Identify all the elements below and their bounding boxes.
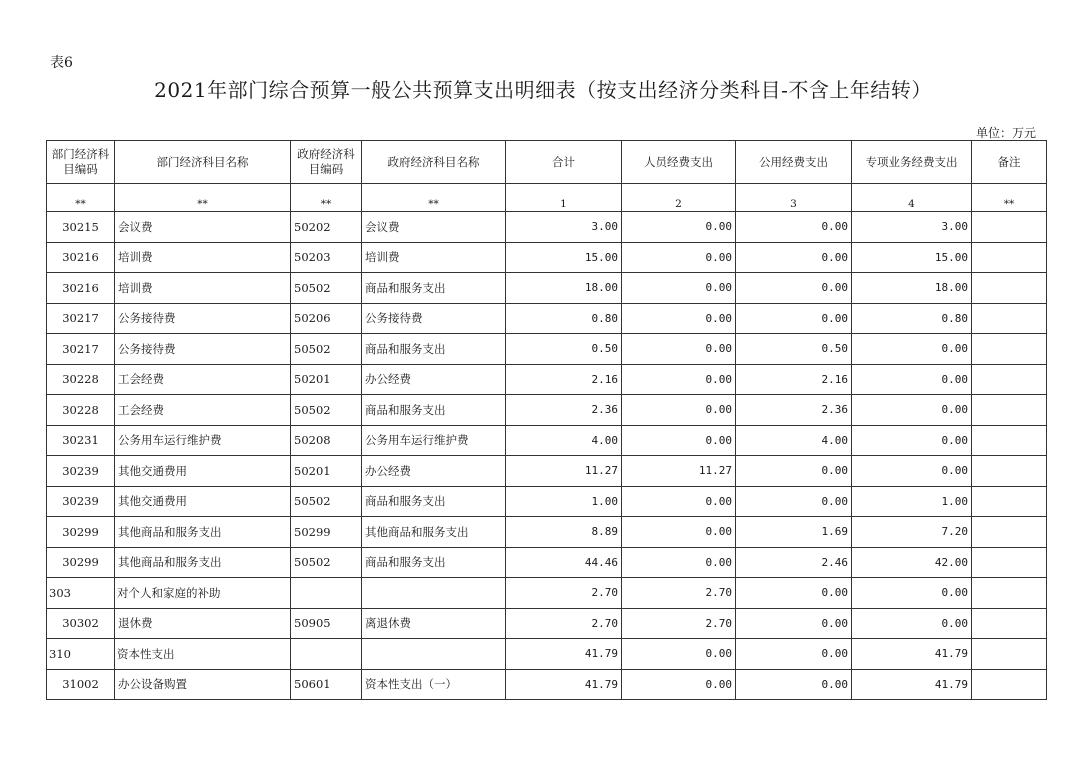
remark-cell xyxy=(972,456,1047,487)
table-row xyxy=(47,242,1047,273)
special-cell: 0.80 xyxy=(852,303,972,334)
dept-code-cell: 30217 xyxy=(47,303,115,334)
table-row xyxy=(47,608,1047,639)
header-public: 公用经费支出 xyxy=(736,141,852,184)
gov-code-cell: 50905 xyxy=(291,608,362,639)
total-cell: 2.70 xyxy=(506,578,622,609)
remark-cell xyxy=(972,425,1047,456)
marker-personnel: 2 xyxy=(622,184,736,212)
gov-name-cell: 会议费 xyxy=(362,212,506,243)
personnel-cell: 0.00 xyxy=(622,242,736,273)
dept-name-cell: 工会经费 xyxy=(115,395,291,426)
gov-name-cell: 公务用车运行维护费 xyxy=(362,425,506,456)
dept-code-cell: 30217 xyxy=(47,334,115,365)
gov-code-cell: 50502 xyxy=(291,395,362,426)
table-row xyxy=(47,334,1047,365)
gov-code-cell: 50299 xyxy=(291,517,362,548)
remark-cell xyxy=(972,303,1047,334)
gov-code-cell: 50502 xyxy=(291,334,362,365)
table-row xyxy=(47,669,1047,700)
personnel-cell: 0.00 xyxy=(622,639,736,670)
gov-name-cell: 离退休费 xyxy=(362,608,506,639)
marker-row xyxy=(47,184,1047,212)
public-cell: 0.00 xyxy=(736,456,852,487)
dept-name-cell: 对个人和家庭的补助 xyxy=(115,578,291,609)
gov-name-cell: 办公经费 xyxy=(362,456,506,487)
gov-name-cell: 商品和服务支出 xyxy=(362,273,506,304)
dept-name-cell: 其他商品和服务支出 xyxy=(115,517,291,548)
dept-code-cell: 30299 xyxy=(47,547,115,578)
header-personnel: 人员经费支出 xyxy=(622,141,736,184)
header-remark: 备注 xyxy=(972,141,1047,184)
dept-name-cell: 会议费 xyxy=(115,212,291,243)
gov-name-cell: 其他商品和服务支出 xyxy=(362,517,506,548)
public-cell: 0.00 xyxy=(736,669,852,700)
dept-code-cell: 310 xyxy=(47,639,115,670)
gov-name-cell: 商品和服务支出 xyxy=(362,547,506,578)
gov-code-cell: 50502 xyxy=(291,486,362,517)
page-label: 表6 xyxy=(50,55,73,71)
total-cell: 2.36 xyxy=(506,395,622,426)
marker-dept-code: ** xyxy=(47,184,115,212)
remark-cell xyxy=(972,486,1047,517)
public-cell: 0.50 xyxy=(736,334,852,365)
marker-remark: ** xyxy=(972,184,1047,212)
personnel-cell: 0.00 xyxy=(622,334,736,365)
total-cell: 15.00 xyxy=(506,242,622,273)
gov-code-cell: 50502 xyxy=(291,547,362,578)
remark-cell xyxy=(972,395,1047,426)
header-total: 合计 xyxy=(506,141,622,184)
gov-code-cell: 50601 xyxy=(291,669,362,700)
personnel-cell: 2.70 xyxy=(622,578,736,609)
total-cell: 1.00 xyxy=(506,486,622,517)
dept-name-cell: 工会经费 xyxy=(115,364,291,395)
gov-code-cell: 50202 xyxy=(291,212,362,243)
public-cell: 1.69 xyxy=(736,517,852,548)
dept-name-cell: 公务用车运行维护费 xyxy=(115,425,291,456)
gov-name-cell: 商品和服务支出 xyxy=(362,486,506,517)
total-cell: 11.27 xyxy=(506,456,622,487)
special-cell: 18.00 xyxy=(852,273,972,304)
gov-name-cell: 办公经费 xyxy=(362,364,506,395)
public-cell: 4.00 xyxy=(736,425,852,456)
public-cell: 0.00 xyxy=(736,639,852,670)
table-body xyxy=(47,212,1047,700)
gov-code-cell: 50201 xyxy=(291,364,362,395)
gov-code-cell: 50502 xyxy=(291,273,362,304)
public-cell: 0.00 xyxy=(736,303,852,334)
special-cell: 41.79 xyxy=(852,669,972,700)
special-cell: 0.00 xyxy=(852,395,972,426)
dept-code-cell: 30228 xyxy=(47,395,115,426)
personnel-cell: 0.00 xyxy=(622,517,736,548)
dept-name-cell: 公务接待费 xyxy=(115,303,291,334)
budget-table xyxy=(46,140,1047,700)
table-row xyxy=(47,303,1047,334)
special-cell: 0.00 xyxy=(852,578,972,609)
total-cell: 0.80 xyxy=(506,303,622,334)
special-cell: 3.00 xyxy=(852,212,972,243)
marker-total: 1 xyxy=(506,184,622,212)
public-cell: 0.00 xyxy=(736,273,852,304)
remark-cell xyxy=(972,669,1047,700)
gov-name-cell: 商品和服务支出 xyxy=(362,334,506,365)
header-special: 专项业务经费支出 xyxy=(852,141,972,184)
gov-name-cell xyxy=(362,639,506,670)
public-cell: 0.00 xyxy=(736,212,852,243)
special-cell: 1.00 xyxy=(852,486,972,517)
personnel-cell: 0.00 xyxy=(622,303,736,334)
table-row xyxy=(47,578,1047,609)
dept-code-cell: 303 xyxy=(47,578,115,609)
gov-name-cell: 商品和服务支出 xyxy=(362,395,506,426)
header-gov-name: 政府经济科目名称 xyxy=(362,141,506,184)
dept-name-cell: 办公设备购置 xyxy=(115,669,291,700)
marker-dept-name: ** xyxy=(115,184,291,212)
gov-code-cell: 50208 xyxy=(291,425,362,456)
table-row xyxy=(47,456,1047,487)
personnel-cell: 0.00 xyxy=(622,669,736,700)
special-cell: 42.00 xyxy=(852,547,972,578)
total-cell: 4.00 xyxy=(506,425,622,456)
gov-name-cell xyxy=(362,578,506,609)
dept-code-cell: 30239 xyxy=(47,456,115,487)
dept-code-cell: 30231 xyxy=(47,425,115,456)
dept-name-cell: 公务接待费 xyxy=(115,334,291,365)
marker-gov-code: ** xyxy=(291,184,362,212)
remark-cell xyxy=(972,547,1047,578)
total-cell: 8.89 xyxy=(506,517,622,548)
remark-cell xyxy=(972,212,1047,243)
table-row xyxy=(47,364,1047,395)
total-cell: 41.79 xyxy=(506,639,622,670)
personnel-cell: 0.00 xyxy=(622,486,736,517)
special-cell: 15.00 xyxy=(852,242,972,273)
header-row xyxy=(47,141,1047,184)
dept-code-cell: 30216 xyxy=(47,242,115,273)
gov-code-cell xyxy=(291,639,362,670)
header-gov-code: 政府经济科目编码 xyxy=(291,141,362,184)
gov-code-cell xyxy=(291,578,362,609)
dept-name-cell: 其他交通费用 xyxy=(115,456,291,487)
table-row xyxy=(47,273,1047,304)
gov-name-cell: 资本性支出（一） xyxy=(362,669,506,700)
dept-code-cell: 30216 xyxy=(47,273,115,304)
table-row xyxy=(47,212,1047,243)
personnel-cell: 0.00 xyxy=(622,547,736,578)
dept-code-cell: 30215 xyxy=(47,212,115,243)
dept-name-cell: 其他商品和服务支出 xyxy=(115,547,291,578)
special-cell: 0.00 xyxy=(852,425,972,456)
remark-cell xyxy=(972,273,1047,304)
personnel-cell: 0.00 xyxy=(622,425,736,456)
dept-name-cell: 资本性支出 xyxy=(115,639,291,670)
public-cell: 0.00 xyxy=(736,486,852,517)
table-row xyxy=(47,486,1047,517)
dept-name-cell: 退休费 xyxy=(115,608,291,639)
total-cell: 18.00 xyxy=(506,273,622,304)
table-row xyxy=(47,517,1047,548)
remark-cell xyxy=(972,517,1047,548)
total-cell: 2.70 xyxy=(506,608,622,639)
header-dept-name: 部门经济科目名称 xyxy=(115,141,291,184)
total-cell: 3.00 xyxy=(506,212,622,243)
personnel-cell: 0.00 xyxy=(622,364,736,395)
personnel-cell: 11.27 xyxy=(622,456,736,487)
gov-code-cell: 50203 xyxy=(291,242,362,273)
special-cell: 0.00 xyxy=(852,334,972,365)
remark-cell xyxy=(972,242,1047,273)
marker-special: 4 xyxy=(852,184,972,212)
personnel-cell: 0.00 xyxy=(622,212,736,243)
gov-code-cell: 50206 xyxy=(291,303,362,334)
marker-gov-name: ** xyxy=(362,184,506,212)
document-title: 2021年部门综合预算一般公共预算支出明细表（按支出经济分类科目-不含上年结转） xyxy=(154,78,932,102)
special-cell: 0.00 xyxy=(852,364,972,395)
special-cell: 41.79 xyxy=(852,639,972,670)
remark-cell xyxy=(972,578,1047,609)
dept-code-cell: 30228 xyxy=(47,364,115,395)
remark-cell xyxy=(972,608,1047,639)
gov-name-cell: 公务接待费 xyxy=(362,303,506,334)
special-cell: 7.20 xyxy=(852,517,972,548)
public-cell: 0.00 xyxy=(736,242,852,273)
dept-code-cell: 30302 xyxy=(47,608,115,639)
public-cell: 2.46 xyxy=(736,547,852,578)
gov-code-cell: 50201 xyxy=(291,456,362,487)
total-cell: 41.79 xyxy=(506,669,622,700)
remark-cell xyxy=(972,364,1047,395)
total-cell: 2.16 xyxy=(506,364,622,395)
personnel-cell: 0.00 xyxy=(622,395,736,426)
total-cell: 44.46 xyxy=(506,547,622,578)
table-row xyxy=(47,425,1047,456)
total-cell: 0.50 xyxy=(506,334,622,365)
header-dept-code: 部门经济科目编码 xyxy=(47,141,115,184)
dept-code-cell: 30239 xyxy=(47,486,115,517)
table-row xyxy=(47,547,1047,578)
special-cell: 0.00 xyxy=(852,456,972,487)
dept-code-cell: 30299 xyxy=(47,517,115,548)
table-row xyxy=(47,639,1047,670)
dept-name-cell: 其他交通费用 xyxy=(115,486,291,517)
dept-code-cell: 31002 xyxy=(47,669,115,700)
public-cell: 0.00 xyxy=(736,578,852,609)
personnel-cell: 2.70 xyxy=(622,608,736,639)
special-cell: 0.00 xyxy=(852,608,972,639)
dept-name-cell: 培训费 xyxy=(115,273,291,304)
public-cell: 2.36 xyxy=(736,395,852,426)
public-cell: 0.00 xyxy=(736,608,852,639)
marker-public: 3 xyxy=(736,184,852,212)
remark-cell xyxy=(972,639,1047,670)
personnel-cell: 0.00 xyxy=(622,273,736,304)
dept-name-cell: 培训费 xyxy=(115,242,291,273)
unit-label: 单位：万元 xyxy=(976,126,1037,140)
remark-cell xyxy=(972,334,1047,365)
gov-name-cell: 培训费 xyxy=(362,242,506,273)
public-cell: 2.16 xyxy=(736,364,852,395)
table-row xyxy=(47,395,1047,426)
